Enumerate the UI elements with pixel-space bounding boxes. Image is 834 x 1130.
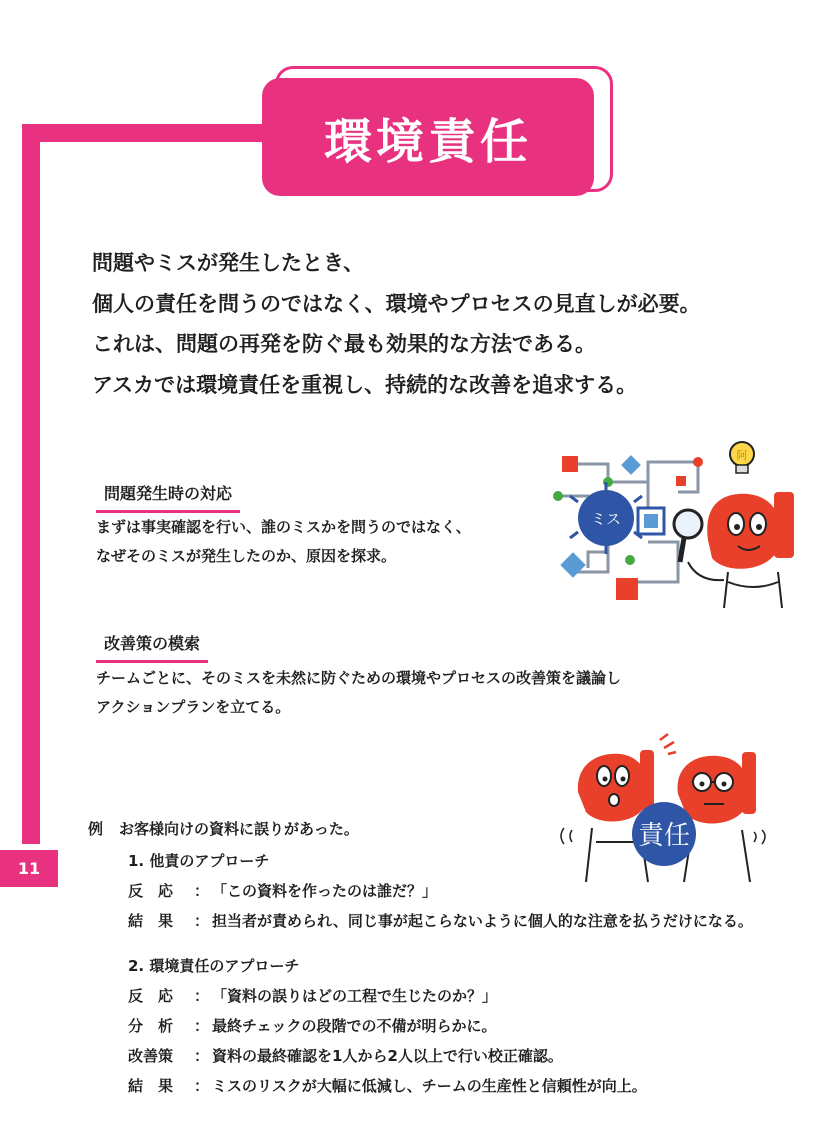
section-body-improvement	[96, 664, 621, 722]
lightbulb-icon	[730, 442, 754, 473]
row-key: 結 果	[128, 1077, 174, 1095]
row-key: 改善策	[128, 1047, 174, 1065]
section-line: チームごとに、そのミスを未然に防ぐための環境やプロセスの改善策を議論し	[96, 669, 622, 687]
mascot-character-icon	[688, 492, 794, 608]
left-frame-rule	[22, 124, 40, 844]
approach-row	[128, 1011, 647, 1041]
row-value: 最終チェックの段階での不備が明らかに。	[212, 1017, 497, 1035]
mistake-bug-icon	[570, 482, 642, 554]
intro-line: 問題やミスが発生したとき、	[92, 251, 365, 275]
approach-row	[128, 876, 753, 906]
red-node-icon	[616, 578, 638, 600]
section-line: なぜそのミスが発生したのか、原因を探求。	[96, 547, 397, 565]
row-value: 「資料の誤りはどの工程で生じたのか？」	[212, 987, 498, 1005]
row-sep: ：	[194, 882, 210, 900]
row-sep: ：	[194, 1077, 210, 1095]
red-dot-icon	[693, 457, 703, 467]
approach-row	[128, 906, 753, 936]
section-line: アクションプランを立てる。	[96, 698, 291, 716]
intro-line: アスカでは環境責任を重視し、持続的な改善を追求する。	[92, 372, 638, 397]
approach-heading: 2. 環境責任のアプローチ	[128, 957, 300, 975]
approach-blame	[128, 846, 753, 936]
row-key: 結 果	[128, 912, 174, 930]
title-banner	[262, 78, 594, 196]
svg-text:ミス: ミス	[590, 510, 622, 528]
section-heading-improvement: 改善策の模索	[96, 631, 208, 663]
page-title: 環境責任	[323, 113, 532, 170]
row-sep: ：	[194, 987, 210, 1005]
row-sep: ：	[194, 1017, 210, 1035]
row-value: 資料の最終確認を1人から2人以上で行い校正確認。	[212, 1047, 563, 1065]
section-body-response	[96, 513, 471, 571]
intro-line: 個人の責任を問うのではなく、環境やプロセスの見直しが必要。	[92, 291, 701, 316]
row-key: 反 応	[128, 882, 174, 900]
example-marker: 例	[88, 820, 104, 838]
blue-diamond-icon	[560, 552, 585, 577]
example-label	[88, 818, 375, 839]
top-frame-rule	[22, 124, 272, 142]
row-value: ミスのリスクが大幅に低減し、チームの生産性と信頼性が向上。	[212, 1077, 647, 1095]
row-sep: ：	[194, 912, 210, 930]
example-case: お客様向けの資料に誤りがあった。	[119, 820, 359, 838]
red-node-icon	[562, 456, 578, 472]
svg-text:阿: 阿	[736, 449, 748, 462]
intro-line: これは、問題の再発を防ぐ最も効果的な方法である。	[92, 332, 596, 356]
approach-heading: 1. 他責のアプローチ	[128, 852, 270, 870]
row-key: 反 応	[128, 987, 174, 1005]
blue-diamond-icon	[621, 455, 641, 475]
svg-text:責任: 責任	[637, 821, 691, 851]
row-sep: ：	[194, 1047, 210, 1065]
approach-row	[128, 1071, 647, 1101]
approach-row	[128, 981, 647, 1011]
red-node-icon	[676, 476, 686, 486]
row-value: 担当者が責められ、同じ事が起こらないように個人的な注意を払うだけになる。	[212, 912, 753, 930]
page-number: 11	[0, 850, 58, 887]
intro-text	[92, 243, 812, 405]
green-node-icon	[625, 555, 635, 565]
row-key: 分 析	[128, 1017, 174, 1035]
approach-environment	[128, 951, 647, 1101]
section-heading-response: 問題発生時の対応	[96, 481, 240, 513]
row-value: 「この資料を作ったのは誰だ？」	[212, 882, 438, 900]
process-investigation-illustration	[548, 432, 800, 614]
approach-row	[128, 1041, 647, 1071]
green-node-icon	[553, 491, 563, 501]
section-line: まずは事実確認を行い、誰のミスかを問うのではなく、	[96, 518, 471, 536]
